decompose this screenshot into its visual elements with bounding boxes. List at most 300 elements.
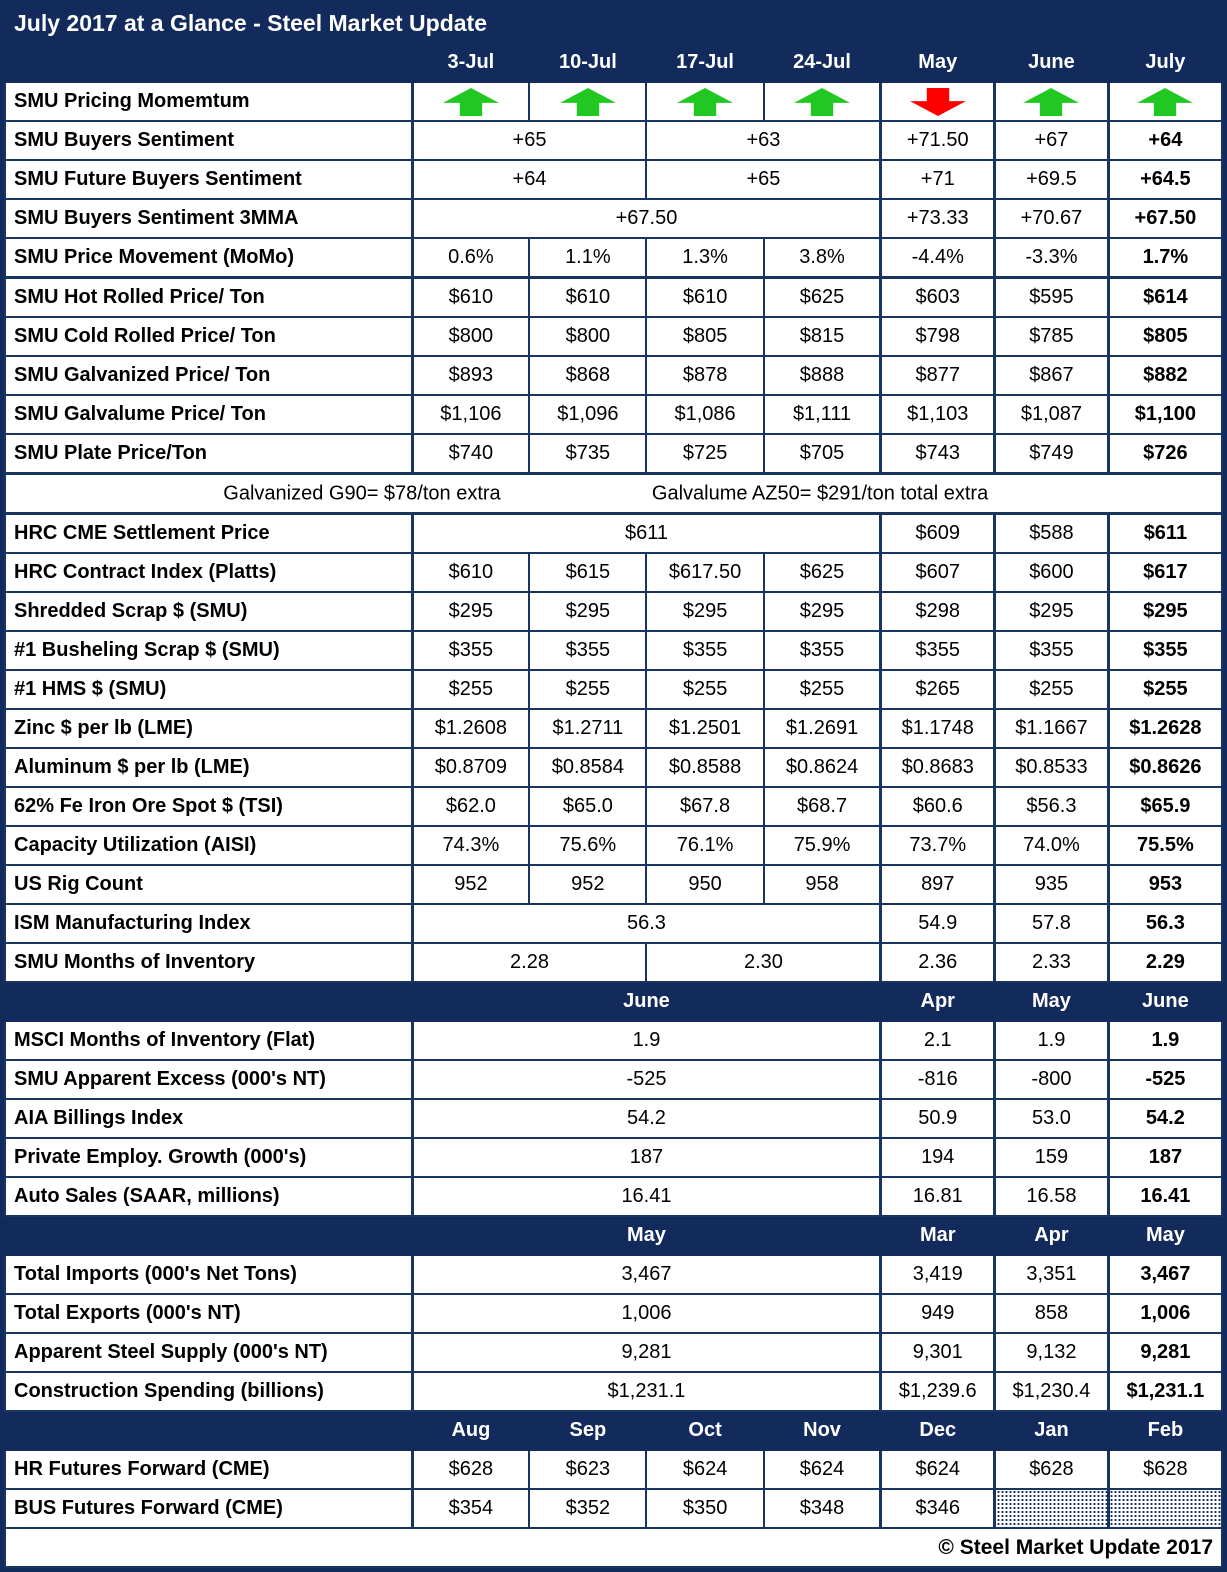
data-cell: $295	[646, 592, 763, 631]
data-cell: $1,231.1	[1108, 1372, 1222, 1411]
data-cell: $868	[529, 356, 646, 395]
data-cell: 2.29	[1108, 943, 1222, 982]
data-cell: $67.8	[646, 787, 763, 826]
table-row	[5, 826, 1222, 865]
data-cell: $785	[995, 317, 1109, 356]
data-cell: $255	[646, 670, 763, 709]
data-cell: $295	[529, 592, 646, 631]
data-cell: 1.9	[1108, 1021, 1222, 1060]
data-cell: $609	[881, 514, 995, 554]
row-label: Total Exports (000's NT)	[5, 1294, 412, 1333]
data-cell: $628	[412, 1450, 529, 1489]
data-cell: $603	[881, 278, 995, 318]
data-cell: $1,103	[881, 395, 995, 434]
data-cell: 53.0	[995, 1099, 1109, 1138]
data-cell: 75.9%	[764, 826, 881, 865]
data-cell: +65	[412, 121, 646, 160]
data-cell: $1.2608	[412, 709, 529, 748]
data-cell: $65.0	[529, 787, 646, 826]
data-cell: 1,006	[1108, 1294, 1222, 1333]
row-label: Construction Spending (billions)	[5, 1372, 412, 1411]
data-cell: $255	[995, 670, 1109, 709]
data-cell: 56.3	[412, 904, 881, 943]
up-arrow-icon	[1022, 88, 1080, 116]
month-header: Mar	[881, 1216, 995, 1255]
data-cell: 950	[646, 865, 763, 904]
data-cell: 54.2	[412, 1099, 881, 1138]
data-cell: $610	[646, 278, 763, 318]
row-label: SMU Hot Rolled Price/ Ton	[5, 278, 412, 318]
data-cell: 54.2	[1108, 1099, 1222, 1138]
row-label: Total Imports (000's Net Tons)	[5, 1255, 412, 1294]
table-row	[5, 670, 1222, 709]
data-cell: 9,132	[995, 1333, 1109, 1372]
row-label: Aluminum $ per lb (LME)	[5, 748, 412, 787]
data-cell: $624	[646, 1450, 763, 1489]
row-label: SMU Cold Rolled Price/ Ton	[5, 317, 412, 356]
data-cell: 74.3%	[412, 826, 529, 865]
table-row	[5, 1216, 1222, 1255]
data-cell: $62.0	[412, 787, 529, 826]
data-cell: $1,086	[646, 395, 763, 434]
data-cell: -525	[1108, 1060, 1222, 1099]
data-cell: $878	[646, 356, 763, 395]
table-row	[5, 317, 1222, 356]
table-row	[5, 43, 1222, 82]
data-cell: $625	[764, 553, 881, 592]
month-header: Apr	[881, 982, 995, 1021]
momentum-cell	[529, 82, 646, 121]
table-row	[5, 1177, 1222, 1216]
data-cell: $1.2711	[529, 709, 646, 748]
data-cell: $1,106	[412, 395, 529, 434]
data-cell: $611	[412, 514, 881, 554]
table-row	[5, 1450, 1222, 1489]
month-header: June	[1108, 982, 1222, 1021]
data-cell: $68.7	[764, 787, 881, 826]
table-row	[5, 631, 1222, 670]
row-label: SMU Apparent Excess (000's NT)	[5, 1060, 412, 1099]
momentum-cell	[881, 82, 995, 121]
up-arrow-icon	[793, 88, 851, 116]
table-row	[5, 395, 1222, 434]
data-cell: 57.8	[995, 904, 1109, 943]
row-label: SMU Buyers Sentiment 3MMA	[5, 199, 412, 238]
data-cell: $805	[1108, 317, 1222, 356]
data-cell: 952	[529, 865, 646, 904]
data-cell: +67.50	[1108, 199, 1222, 238]
data-cell: $0.8588	[646, 748, 763, 787]
row-label: HR Futures Forward (CME)	[5, 1450, 412, 1489]
data-cell: $354	[412, 1489, 529, 1528]
data-cell: $628	[1108, 1450, 1222, 1489]
row-label: SMU Plate Price/Ton	[5, 434, 412, 474]
table-row	[5, 709, 1222, 748]
data-cell: $56.3	[995, 787, 1109, 826]
data-cell: 3,467	[1108, 1255, 1222, 1294]
table-row	[5, 592, 1222, 631]
data-cell: $355	[529, 631, 646, 670]
data-cell: -800	[995, 1060, 1109, 1099]
row-label: SMU Galvalume Price/ Ton	[5, 395, 412, 434]
data-cell: $348	[764, 1489, 881, 1528]
no-data-cell	[995, 1489, 1109, 1528]
momentum-cell	[995, 82, 1109, 121]
column-header: May	[881, 43, 995, 82]
data-cell: $588	[995, 514, 1109, 554]
data-cell: $1.2628	[1108, 709, 1222, 748]
data-cell: $0.8624	[764, 748, 881, 787]
row-label: ISM Manufacturing Index	[5, 904, 412, 943]
data-cell: 16.81	[881, 1177, 995, 1216]
data-cell: $893	[412, 356, 529, 395]
data-cell: $295	[995, 592, 1109, 631]
table-row	[5, 748, 1222, 787]
data-cell: $800	[412, 317, 529, 356]
data-cell: $1,230.4	[995, 1372, 1109, 1411]
data-cell: $255	[412, 670, 529, 709]
table-row	[5, 943, 1222, 982]
data-cell: 75.6%	[529, 826, 646, 865]
data-cell: $882	[1108, 356, 1222, 395]
table-row	[5, 474, 1222, 514]
month-header: Feb	[1108, 1411, 1222, 1450]
month-header: Jan	[995, 1411, 1109, 1450]
data-cell: $0.8626	[1108, 748, 1222, 787]
data-cell: $800	[529, 317, 646, 356]
row-label: SMU Months of Inventory	[5, 943, 412, 982]
table-row	[5, 121, 1222, 160]
table-row	[5, 1021, 1222, 1060]
data-cell: $607	[881, 553, 995, 592]
copyright-footer: © Steel Market Update 2017	[5, 1528, 1222, 1567]
table-row	[5, 82, 1222, 121]
data-cell: +64	[1108, 121, 1222, 160]
data-cell: $265	[881, 670, 995, 709]
data-cell: $1,087	[995, 395, 1109, 434]
row-label: SMU Future Buyers Sentiment	[5, 160, 412, 199]
data-cell: +65	[646, 160, 880, 199]
data-cell: $595	[995, 278, 1109, 318]
data-cell: 159	[995, 1138, 1109, 1177]
data-cell: $615	[529, 553, 646, 592]
row-label: HRC Contract Index (Platts)	[5, 553, 412, 592]
data-cell: $740	[412, 434, 529, 474]
data-cell: 2.33	[995, 943, 1109, 982]
data-cell: $867	[995, 356, 1109, 395]
data-cell: 16.41	[412, 1177, 881, 1216]
data-cell: 1.1%	[529, 238, 646, 278]
data-cell: 9,281	[1108, 1333, 1222, 1372]
data-cell: 3,419	[881, 1255, 995, 1294]
month-header: May	[412, 1216, 881, 1255]
row-label: Capacity Utilization (AISI)	[5, 826, 412, 865]
data-cell: $1.1667	[995, 709, 1109, 748]
data-cell: $355	[764, 631, 881, 670]
data-cell: $735	[529, 434, 646, 474]
data-cell: $350	[646, 1489, 763, 1528]
data-cell: $355	[412, 631, 529, 670]
column-header: 17-Jul	[646, 43, 763, 82]
data-cell: $1.2691	[764, 709, 881, 748]
data-cell: 187	[412, 1138, 881, 1177]
row-label: 62% Fe Iron Ore Spot $ (TSI)	[5, 787, 412, 826]
data-cell: +64	[412, 160, 646, 199]
row-label: MSCI Months of Inventory (Flat)	[5, 1021, 412, 1060]
data-cell: $625	[764, 278, 881, 318]
data-cell: $614	[1108, 278, 1222, 318]
table-row	[5, 514, 1222, 554]
data-cell: 858	[995, 1294, 1109, 1333]
data-cell: $295	[412, 592, 529, 631]
data-cell: -525	[412, 1060, 881, 1099]
data-cell: $1,231.1	[412, 1372, 881, 1411]
data-cell: 2.30	[646, 943, 880, 982]
data-cell: $798	[881, 317, 995, 356]
data-cell: $624	[764, 1450, 881, 1489]
row-label: Zinc $ per lb (LME)	[5, 709, 412, 748]
column-header: 3-Jul	[412, 43, 529, 82]
corner-cell	[5, 982, 412, 1021]
data-cell: 1.9	[412, 1021, 881, 1060]
no-data-cell	[1108, 1489, 1222, 1528]
table-row	[5, 1255, 1222, 1294]
month-header: Dec	[881, 1411, 995, 1450]
data-cell: $346	[881, 1489, 995, 1528]
data-cell: 9,301	[881, 1333, 995, 1372]
data-cell: $60.6	[881, 787, 995, 826]
row-label: #1 Busheling Scrap $ (SMU)	[5, 631, 412, 670]
data-cell: 1.3%	[646, 238, 763, 278]
extras-note-cell	[5, 474, 1222, 514]
month-header: Nov	[764, 1411, 881, 1450]
data-cell: 54.9	[881, 904, 995, 943]
data-cell: 75.5%	[1108, 826, 1222, 865]
table-row	[5, 1528, 1222, 1567]
table-row	[5, 1411, 1222, 1450]
table-row	[5, 1489, 1222, 1528]
data-cell: 2.28	[412, 943, 646, 982]
month-header: Oct	[646, 1411, 763, 1450]
data-cell: $1,100	[1108, 395, 1222, 434]
data-cell: 952	[412, 865, 529, 904]
data-cell: 9,281	[412, 1333, 881, 1372]
row-label: BUS Futures Forward (CME)	[5, 1489, 412, 1528]
data-cell: $705	[764, 434, 881, 474]
data-cell: 16.41	[1108, 1177, 1222, 1216]
data-cell: $617.50	[646, 553, 763, 592]
data-cell: 76.1%	[646, 826, 763, 865]
data-cell: $1,111	[764, 395, 881, 434]
data-cell: $610	[529, 278, 646, 318]
column-header: 24-Jul	[764, 43, 881, 82]
data-cell: $1.2501	[646, 709, 763, 748]
table-row	[5, 434, 1222, 474]
month-header: Aug	[412, 1411, 529, 1450]
row-label: Shredded Scrap $ (SMU)	[5, 592, 412, 631]
data-cell: 2.36	[881, 943, 995, 982]
data-cell: +64.5	[1108, 160, 1222, 199]
note-galvalume-extra: Galvalume AZ50= $291/ton total extra	[651, 482, 989, 504]
data-cell: 3.8%	[764, 238, 881, 278]
up-arrow-icon	[442, 88, 500, 116]
row-label: #1 HMS $ (SMU)	[5, 670, 412, 709]
report-table	[4, 42, 1223, 1568]
data-cell: $805	[646, 317, 763, 356]
data-cell: 3,467	[412, 1255, 881, 1294]
data-cell: $255	[1108, 670, 1222, 709]
table-row	[5, 356, 1222, 395]
table-row	[5, 553, 1222, 592]
data-cell: $815	[764, 317, 881, 356]
row-label: SMU Price Movement (MoMo)	[5, 238, 412, 278]
note-galvanized-extra: Galvanized G90= $78/ton extra	[223, 482, 501, 504]
data-cell: +67.50	[412, 199, 881, 238]
data-cell: $0.8683	[881, 748, 995, 787]
data-cell: $1,096	[529, 395, 646, 434]
data-cell: $295	[764, 592, 881, 631]
data-cell: $298	[881, 592, 995, 631]
month-header: May	[1108, 1216, 1222, 1255]
table-row	[5, 160, 1222, 199]
data-cell: $352	[529, 1489, 646, 1528]
data-cell: $610	[412, 553, 529, 592]
table-row	[5, 982, 1222, 1021]
data-cell: -3.3%	[995, 238, 1109, 278]
data-cell: $628	[995, 1450, 1109, 1489]
data-cell: $600	[995, 553, 1109, 592]
data-cell: $255	[529, 670, 646, 709]
table-row	[5, 278, 1222, 318]
corner-cell	[5, 1216, 412, 1255]
data-cell: 3,351	[995, 1255, 1109, 1294]
table-row	[5, 1099, 1222, 1138]
up-arrow-icon	[559, 88, 617, 116]
data-cell: 935	[995, 865, 1109, 904]
data-cell: $611	[1108, 514, 1222, 554]
data-cell: $624	[881, 1450, 995, 1489]
data-cell: 2.1	[881, 1021, 995, 1060]
corner-cell	[5, 43, 412, 82]
data-cell: $0.8709	[412, 748, 529, 787]
data-cell: $355	[1108, 631, 1222, 670]
data-cell: 73.7%	[881, 826, 995, 865]
data-cell: 1.9	[995, 1021, 1109, 1060]
data-cell: 1.7%	[1108, 238, 1222, 278]
data-cell: $295	[1108, 592, 1222, 631]
data-cell: 1,006	[412, 1294, 881, 1333]
data-cell: 194	[881, 1138, 995, 1177]
momentum-cell	[764, 82, 881, 121]
data-cell: $743	[881, 434, 995, 474]
down-arrow-icon	[909, 88, 967, 116]
data-cell: -4.4%	[881, 238, 995, 278]
month-header: May	[995, 982, 1109, 1021]
data-cell: $355	[881, 631, 995, 670]
data-cell: 0.6%	[412, 238, 529, 278]
table-row	[5, 1138, 1222, 1177]
column-header: July	[1108, 43, 1222, 82]
month-header: June	[412, 982, 881, 1021]
table-row	[5, 865, 1222, 904]
data-cell: +71	[881, 160, 995, 199]
up-arrow-icon	[676, 88, 734, 116]
table-row	[5, 904, 1222, 943]
column-header: 10-Jul	[529, 43, 646, 82]
momentum-cell	[1108, 82, 1222, 121]
data-cell: $725	[646, 434, 763, 474]
data-cell: $877	[881, 356, 995, 395]
row-label: Auto Sales (SAAR, millions)	[5, 1177, 412, 1216]
data-cell: 187	[1108, 1138, 1222, 1177]
data-cell: $1.1748	[881, 709, 995, 748]
table-row	[5, 1372, 1222, 1411]
data-cell: 949	[881, 1294, 995, 1333]
data-cell: $255	[764, 670, 881, 709]
table-row	[5, 1060, 1222, 1099]
momentum-cell	[412, 82, 529, 121]
data-cell: +69.5	[995, 160, 1109, 199]
data-cell: 958	[764, 865, 881, 904]
row-label: SMU Buyers Sentiment	[5, 121, 412, 160]
data-cell: +73.33	[881, 199, 995, 238]
corner-cell	[5, 1411, 412, 1450]
table-row	[5, 787, 1222, 826]
data-cell: $65.9	[1108, 787, 1222, 826]
data-cell: $749	[995, 434, 1109, 474]
month-header: Apr	[995, 1216, 1109, 1255]
data-cell: +63	[646, 121, 880, 160]
data-cell: 50.9	[881, 1099, 995, 1138]
data-cell: 16.58	[995, 1177, 1109, 1216]
row-label: Private Employ. Growth (000's)	[5, 1138, 412, 1177]
data-cell: $888	[764, 356, 881, 395]
row-label: US Rig Count	[5, 865, 412, 904]
data-cell: +70.67	[995, 199, 1109, 238]
row-label: SMU Pricing Momemtum	[5, 82, 412, 121]
data-cell: $617	[1108, 553, 1222, 592]
data-cell: -816	[881, 1060, 995, 1099]
data-cell: $0.8533	[995, 748, 1109, 787]
data-cell: 953	[1108, 865, 1222, 904]
data-cell: $0.8584	[529, 748, 646, 787]
data-cell: +71.50	[881, 121, 995, 160]
momentum-cell	[646, 82, 763, 121]
data-cell: $623	[529, 1450, 646, 1489]
table-row	[5, 238, 1222, 278]
row-label: SMU Galvanized Price/ Ton	[5, 356, 412, 395]
data-cell: $610	[412, 278, 529, 318]
row-label: HRC CME Settlement Price	[5, 514, 412, 554]
data-cell: $726	[1108, 434, 1222, 474]
up-arrow-icon	[1136, 88, 1194, 116]
row-label: Apparent Steel Supply (000's NT)	[5, 1333, 412, 1372]
table-row	[5, 199, 1222, 238]
report-title: July 2017 at a Glance - Steel Market Update	[4, 4, 1223, 42]
table-row	[5, 1333, 1222, 1372]
data-cell: $355	[646, 631, 763, 670]
data-cell: +67	[995, 121, 1109, 160]
month-header: Sep	[529, 1411, 646, 1450]
data-cell: 56.3	[1108, 904, 1222, 943]
data-cell: 74.0%	[995, 826, 1109, 865]
row-label: AIA Billings Index	[5, 1099, 412, 1138]
table-row	[5, 1294, 1222, 1333]
data-cell: $355	[995, 631, 1109, 670]
data-cell: $1,239.6	[881, 1372, 995, 1411]
column-header: June	[995, 43, 1109, 82]
data-cell: 897	[881, 865, 995, 904]
